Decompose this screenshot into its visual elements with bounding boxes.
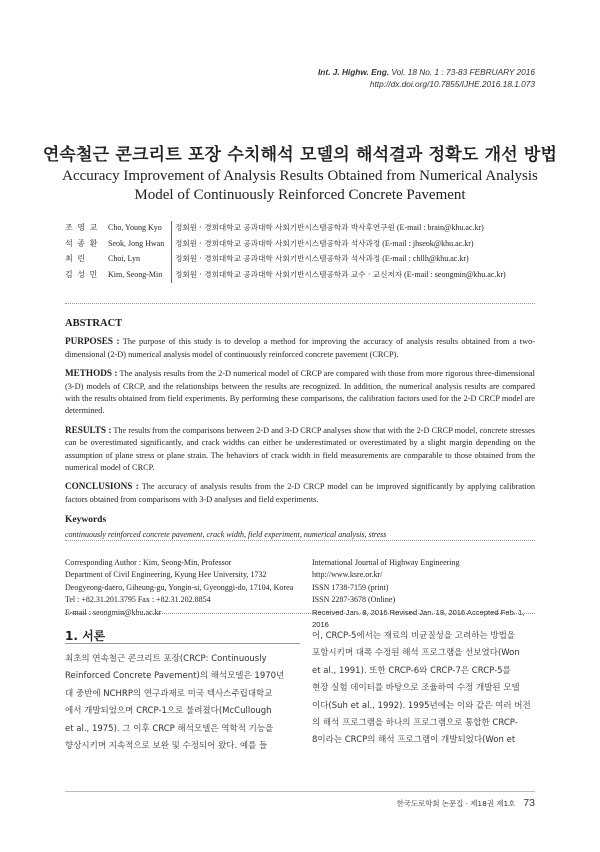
journal-abbrev: Int. J. Highw. Eng. [317,67,390,77]
dotted-divider [65,540,535,541]
affiliation-text: 정회원 · 경희대학교 공과대학 사회기반시스템공학과 석사과정 [175,238,381,248]
abstract [65,318,535,541]
corresponding-email[interactable]: E-mail : seongmin@khu.ac.kr [65,607,162,617]
author-name-ko: 최 린 [65,254,86,263]
footer-rule [65,791,535,792]
purposes-text: The purpose of this study is to develop a method for improving the accuracy of analysis results obtained from a two-dimensional (2-D) numerical analysis model of continuously reinforced concrete pavement (CRCP). [65,337,535,359]
author-name-en: Kim, Seong-Min [108,269,163,279]
journal-name: International Journal of Highway Engineering [312,558,460,567]
methods-text: The analysis results from the 2-D numerical model of CRCP are compared with those from more rigorous three-dimensional (3-D) models of CRCP, and the relationships between the results are recognized. In addition, the numerical analysis results are compared with the results obtained from field experiments. By performing these comparisons, the calibration factors used for the 2-D CRCP model are determined. [65,369,535,416]
author-email: (E-mail : jhseok@khu.ac.kr) [380,238,474,248]
author-name-en: Choi, Lyn [108,254,141,263]
body-line: 어, CRCP-5에서는 재료의 비균질성을 고려하는 방법을 [312,631,515,641]
results-text: The results from the comparisons between 2-D and 3-D CRCP analyses show that with the 2-D CRCP model, concrete stresses can be overestimated significantly, and crack widths can either be underestimated or overestimated by a slight margin depending on the assumption of plane stress or plane strain. The behaviors of crack width in field measurements are comparable to those obtained from the numerical model of CRCP. [65,425,536,473]
abstract-heading: ABSTRACT [65,318,123,329]
purposes-label: PURPOSES : [65,336,120,347]
author-name-en: Cho, Young Kyo [108,223,162,232]
footer-journal: 한국도로학회 논문집 · 제18권 제1호 [396,799,516,808]
affiliation-text: 정회원 · 경희대학교 공과대학 사회기반시스템공학과 교수 · 교신저자 [175,269,403,279]
title-english: Accuracy Improvement of Analysis Results Obtained from Numerical Analysis Model of Continuously Reinforced Concrete Pavement [62,168,538,203]
author-row [65,220,545,236]
body-line: et al., 1991). 또한 CRCP-6와 CRCP-7은 CRCP-5를 [312,665,511,676]
page-footer [397,797,535,809]
journal-volume: Vol. 18 No. 1 : 73-83 FEBRUARY 2016 [389,67,535,77]
body-line: 포함시키며 대폭 수정된 해석 프로그램을 선보였다(Won [312,648,520,659]
journal-header [318,66,535,90]
author-affiliation [175,236,474,252]
author-name-ko: 조 영 교 [65,223,99,232]
author-name-en: Seok, Jong Hwan [108,238,165,248]
body-line: 최초의 연속철근 콘크리트 포장(CRCP: Continuously [65,654,267,664]
abstract-results [65,424,535,475]
author-row [65,267,545,283]
body-line: 에서 개발되었으며 CRCP-1으로 불려졌다(McCullough [65,706,272,717]
abstract-purposes [65,335,535,361]
author-row [65,251,545,267]
body-line: 의 해석 프로그램을 하나의 프로그램으로 통합한 CRCP- [312,718,518,729]
author-affiliation [175,267,506,283]
title-korean: 연속철근 콘크리트 포장 수치해석 모델의 해석결과 정확도 개선 방법 [42,145,558,165]
author-email: (E-mail : seongmin@khu.ac.kr) [402,269,506,279]
affiliation-text: 정회원 · 경희대학교 공과대학 사회기반시스템공학과 박사후연구원 [175,223,395,232]
corresponding-phone: Tel : +82.31.201.3795 Fax : +82.31.202.8854 [65,595,211,605]
conclusions-label: CONCLUSIONS : [65,481,139,492]
corresponding-dept: Department of Civil Engineering, Kyung Hee University, 1732 [65,570,267,580]
author-affiliation [175,220,484,236]
section-heading: 1. 서론 [65,629,106,643]
body-line: et al., 1975). 그 이후 CRCP 해석모델은 역학적 기능을 [65,723,274,734]
author-list [65,220,545,282]
abstract-methods [65,367,535,418]
body-line: 현장 실험 데이터를 바탕으로 조율하여 수정 개발된 모델 [312,683,520,694]
journal-url[interactable]: http://www.ksre.or.kr/ [312,570,383,580]
author-email: (E-mail : brain@khu.ac.kr) [394,223,484,232]
dotted-divider [65,613,535,614]
conclusions-text: The accuracy of analysis results from the 2-D CRCP model can be improved significantly by applying calibration factors obtained from comparisons with 3-D analyses and field experiments. [65,482,535,504]
methods-label: METHODS : [65,368,118,379]
author-affiliation [175,251,469,267]
section-rule [65,643,300,644]
body-column-right [312,628,536,750]
dotted-divider [65,303,535,304]
keywords-list: continuously reinforced concrete pavement, crack width, field experiment, numerical analysis, stress [65,529,387,539]
results-label: RESULTS : [65,424,112,435]
corresponding-address: Deogyeong-daero, Giheung-gu, Yongin-si, Gyeonggi-do, 17104, Korea [65,582,294,592]
body-line: 대 중반에 NCHRP의 연구과제로 미국 텍사스주립대학교 [65,688,273,699]
page-number: 73 [523,797,535,809]
article-dates: Received Jan. 8, 2016 Revised Jan. 18, 2016 Accepted Feb. 1, 2016 [312,607,525,630]
author-email: (E-mail : chllh@khu.ac.kr) [380,254,469,263]
body-column-left [65,651,301,755]
doi-link[interactable]: http://dx.doi.org/10.7855/IJHE.2016.18.1.073 [369,79,535,89]
abstract-conclusions [65,480,535,506]
body-line: 이다(Suh et al., 1992). 1995년에는 이와 같은 여러 버전 [312,700,531,711]
author-row [65,236,545,252]
keywords-heading: Keywords [65,515,107,526]
body-line: 8이라는 CRCP의 해석 프로그램이 개발되었다(Won et [312,735,516,746]
issn-print: ISSN 1738-7159 (print) [312,582,389,592]
corresponding-author-block [65,557,300,619]
issn-online: ISSN 2287-3678 (Online) [312,595,396,605]
body-line: Reinforced Concrete Pavement)의 해석모델은 1970년 [65,671,285,682]
corresponding-author: Corresponding Author : Kim, Seong-Min, Professor [65,558,232,567]
journal-info-block [312,557,542,631]
author-name-ko: 석 종 환 [65,238,99,248]
body-line: 향상시키며 지속적으로 보완 및 수정되어 왔다. 예를 들 [65,741,268,752]
affiliation-text: 정회원 · 경희대학교 공과대학 사회기반시스템공학과 석사과정 [175,254,381,263]
author-name-ko: 김 성 민 [65,269,99,279]
